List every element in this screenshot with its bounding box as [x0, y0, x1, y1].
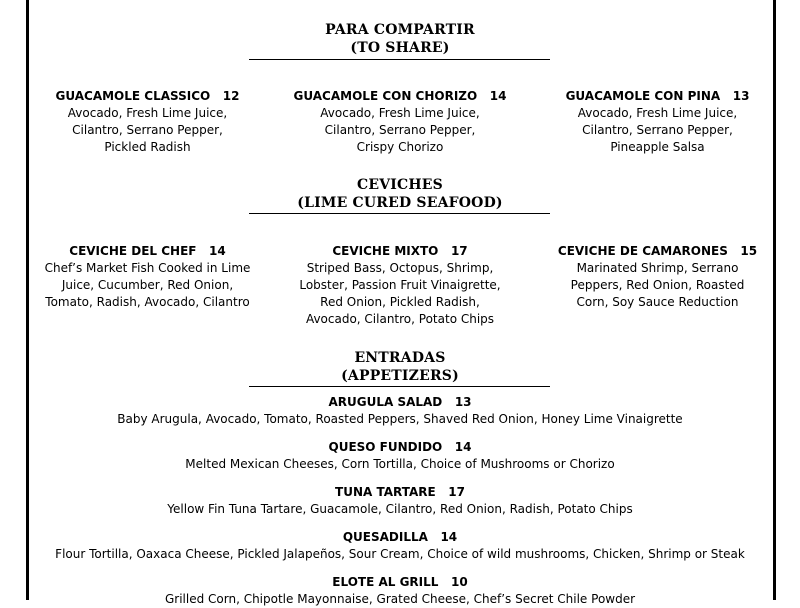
section-title-entradas [0, 349, 800, 385]
menu-item-quesadilla: QUESADILLA 14 Flour Tortilla, Oaxaca Cheese, Pickled Jalapeños, Sour Cream, Choice of wild mushrooms, Chicken, Shrimp or Steak [0, 529, 800, 563]
menu-item-title: GUACAMOLE CLASSICO 12 [55, 89, 240, 103]
menu-item-title: ARUGULA SALAD 13 [328, 395, 472, 409]
menu-item-guacamole-con-pina: GUACAMOLE CON PINA 13 Avocado, Fresh Lime Juice, Cilantro, Serrano Pepper, Pineapple Salsa [550, 88, 765, 156]
section-divider [249, 386, 550, 387]
section-divider [249, 213, 550, 214]
menu-item-title: CEVICHE DE CAMARONES 15 [557, 244, 758, 258]
menu-item-arugula-salad: ARUGULA SALAD 13 Baby Arugula, Avocado, Tomato, Roasted Peppers, Shaved Red Onion, Honey Lime Vinaigrette [0, 394, 800, 428]
menu-item-guacamole-con-chorizo: GUACAMOLE CON CHORIZO 14 Avocado, Fresh Lime Juice, Cilantro, Serrano Pepper, Crispy Chorizo [285, 88, 515, 156]
menu-item-title: CEVICHE DEL CHEF 14 [69, 244, 226, 258]
menu-item-title: GUACAMOLE CON PINA 13 [565, 89, 750, 103]
section-subheading: (APPETIZERS) [341, 368, 459, 384]
menu-item-tuna-tartare: TUNA TARTARE 17 Yellow Fin Tuna Tartare, Guacamole, Cilantro, Red Onion, Radish, Potato Chips [0, 484, 800, 518]
section-divider [249, 59, 550, 60]
section-heading: CEVICHES [357, 177, 443, 193]
section-subheading: (LIME CURED SEAFOOD) [297, 195, 503, 211]
menu-item-ceviche-del-chef: CEVICHE DEL CHEF 14 Chef’s Market Fish Cooked in Lime Juice, Cucumber, Red Onion, Tomato, Radish, Avocado, Cilantro [35, 243, 260, 311]
section-title-para-compartir [0, 21, 800, 57]
section-title-ceviches [0, 176, 800, 212]
menu-item-elote-al-grill: ELOTE AL GRILL 10 Grilled Corn, Chipotle Mayonnaise, Grated Cheese, Chef’s Secret Chile Powder [0, 574, 800, 608]
menu-item-title: QUESADILLA 14 [342, 530, 458, 544]
menu-item-title: QUESO FUNDIDO 14 [328, 440, 472, 454]
menu-item-ceviche-mixto: CEVICHE MIXTO 17 Striped Bass, Octopus, Shrimp, Lobster, Passion Fruit Vinaigrette, Red Onion, Pickled Radish, Avocado, Cilantro, Potato Chips [285, 243, 515, 328]
menu-item-guacamole-classico: GUACAMOLE CLASSICO 12 Avocado, Fresh Lime Juice, Cilantro, Serrano Pepper, Pickled Radish [40, 88, 255, 156]
menu-item-title: TUNA TARTARE 17 [335, 485, 465, 499]
menu-item-title: GUACAMOLE CON CHORIZO 14 [293, 89, 507, 103]
section-heading: ENTRADAS [354, 350, 446, 366]
section-subheading: (TO SHARE) [350, 40, 450, 56]
section-heading: PARA COMPARTIR [325, 22, 475, 38]
menu-item-queso-fundido: QUESO FUNDIDO 14 Melted Mexican Cheeses, Corn Tortilla, Choice of Mushrooms or Chorizo [0, 439, 800, 473]
menu-item-title: ELOTE AL GRILL 10 [332, 575, 468, 589]
menu-item-title: CEVICHE MIXTO 17 [332, 244, 468, 258]
menu-item-ceviche-de-camarones: CEVICHE DE CAMARONES 15 Marinated Shrimp, Serrano Peppers, Red Onion, Roasted Corn, Soy Sauce Reduction [545, 243, 770, 311]
